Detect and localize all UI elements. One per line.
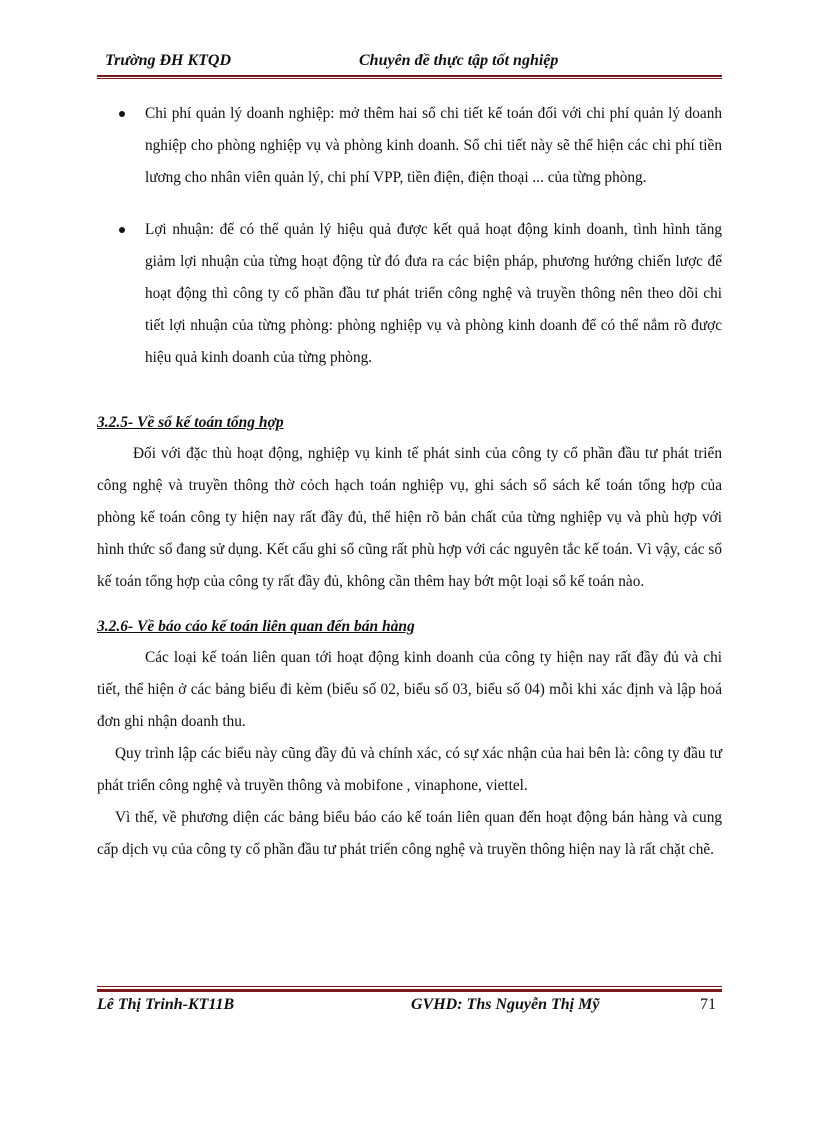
bullet-icon: [119, 111, 125, 117]
page-header: [97, 50, 722, 74]
footer-author: Lê Thị Trinh-KT11B: [97, 996, 235, 1013]
bullet-list: [97, 98, 722, 374]
bullet-item: [97, 214, 722, 374]
header-title: Chuyên đề thực tập tốt nghiệp: [359, 52, 559, 69]
footer-supervisor: GVHD: Ths Nguyễn Thị Mỹ: [411, 996, 600, 1013]
section-326-paragraph: Vì thế, về phương diện các bảng biểu báo cáo kế toán liên quan đến hoạt động bán hàng và cung cấp dịch vụ của công ty cổ phần đầu tư phát triển công nghệ và truyền thông hiện nay là rất chặt chẽ.: [97, 809, 722, 858]
section-326-paragraph: Các loại kế toán liên quan tới hoạt động kinh doanh của công ty hiện nay rất đầy đủ và chi tiết, thể hiện ở các bảng biểu đi kèm (biểu số 02, biểu số 03, biểu số 04) mỗi khi xác định và lập hoá đơn ghi nhận doanh thu.: [97, 649, 722, 730]
page-footer: [97, 994, 722, 1018]
header-school: Trường ĐH KTQD: [105, 52, 232, 69]
page-body: [97, 98, 722, 866]
bullet-text: Lợi nhuận: để có thể quản lý hiệu quả được kết quả hoạt động kinh doanh, tình hình tăng giảm lợi nhuận của từng hoạt động từ đó đưa ra các biện pháp, phương hướng chiến lược để hoạt động thì công ty cổ phần đầu tư phát triển công nghệ và truyền thông nên theo dõi chi tiết lợi nhuận của từng phòng: phòng nghiệp vụ và phòng kinh doanh để có thể nắm rõ được hiệu quả kinh doanh của từng phòng.: [145, 221, 722, 366]
header-rule-thin: [97, 78, 722, 79]
section-heading-325: 3.2.5- Về sổ kế toán tổng hợp: [97, 414, 284, 431]
section-325-paragraph: Đối với đặc thù hoạt động, nghiệp vụ kinh tế phát sinh của công ty cổ phần đầu tư phát triển công nghệ và truyền thông thờ cỏch hạch toán nghiệp vụ, ghi sách sổ sách kế toán tổng hợp của phòng kế toán công ty hiện nay rất đầy đủ, thể hiện rõ bản chất của từng nghiệp vụ và phù hợp với hình thức sổ đang sử dụng. Kết cấu ghi sổ cũng rất phù hợp với các nguyên tắc kế toán. Vì vậy, các sổ kế toán tổng hợp của công ty rất đầy đủ, không cần thêm hay bớt một loại sổ kế toán nào.: [97, 445, 722, 590]
bullet-icon: [119, 227, 125, 233]
footer-rule: [97, 989, 722, 992]
footer-rule-thin: [97, 986, 722, 987]
page-number: 71: [700, 996, 716, 1013]
header-rule: [97, 75, 722, 77]
bullet-item: [97, 98, 722, 194]
section-326-paragraph: Quy trình lập các biểu này cũng đầy đủ và chính xác, có sự xác nhận của hai bên là: công ty đầu tư phát triển công nghệ và truyền thông và mobifone , vinaphone, viettel.: [97, 745, 722, 794]
bullet-text: Chi phí quản lý doanh nghiệp: mở thêm hai sổ chi tiết kế toán đối với chi phí quản lý doanh nghiệp cho phòng nghiệp vụ và phòng kinh doanh. Sổ chi tiết này sẽ thể hiện các chi phí tiền lương cho nhân viên quản lý, chi phí VPP, tiền điện, điện thoại ... của từng phòng.: [145, 105, 722, 186]
section-heading-326: 3.2.6- Về báo cáo kế toán liên quan đến bán hàng: [97, 618, 415, 635]
